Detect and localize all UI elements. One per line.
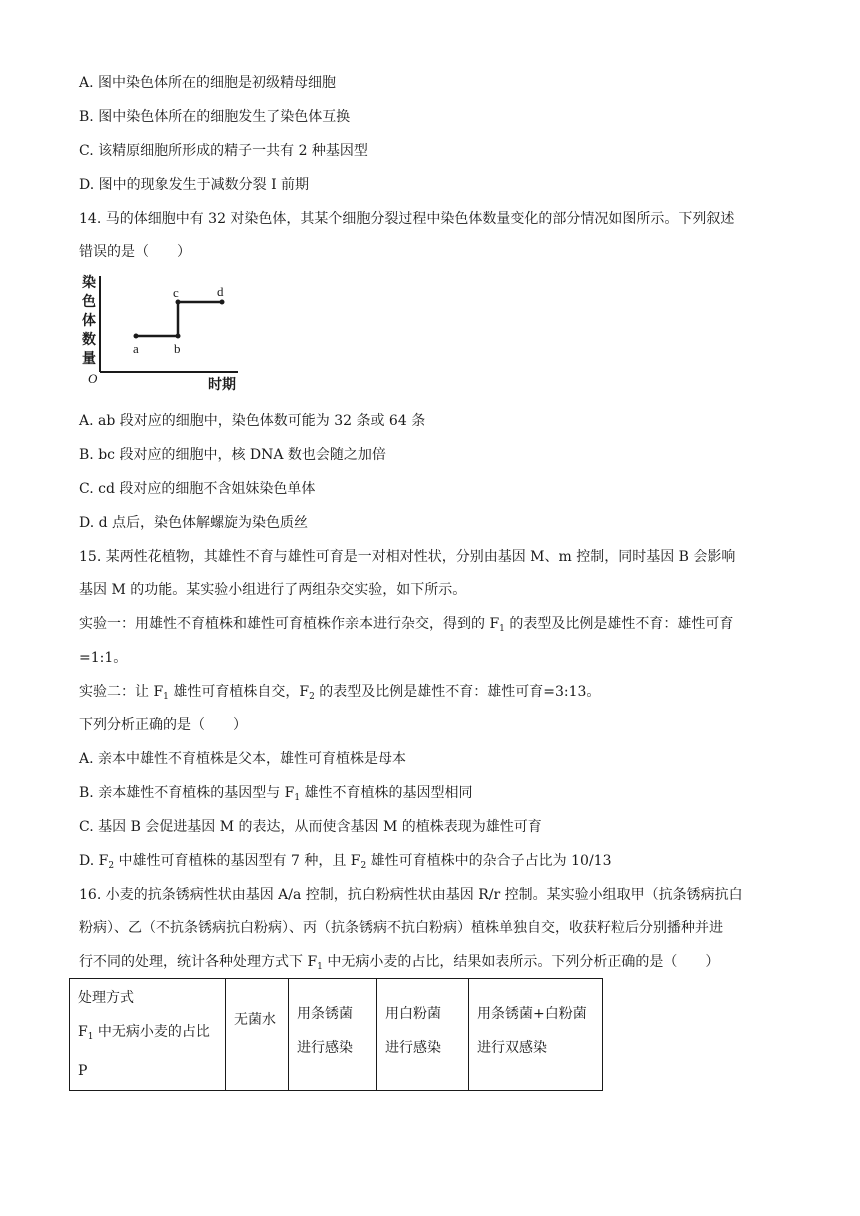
graph-step-line (136, 302, 222, 336)
graph-point-b (176, 334, 181, 339)
table-col-double-infection: 用条锈菌+白粉菌 进行双感染 (469, 979, 603, 1091)
graph-label-b: b (174, 341, 181, 356)
q15-option-d: D. $F_2$ 中雄性可育植株的基因型有 7 种，且 $F_2$ 雄性可育植株中的杂合子占比为 10/13 (79, 853, 612, 871)
q14-option-b: B. bc 段对应的细胞中，核 DNA 数也会随之加倍 (79, 447, 386, 463)
graph-ylabel-char-1: 染 (82, 274, 96, 290)
q14-option-d: D. d 点后，染色体解螺旋为染色质丝 (79, 515, 309, 531)
graph-ylabel-char-5: 量 (82, 350, 96, 366)
q14-option-c: C. cd 段对应的细胞不含姐妹染色单体 (79, 481, 316, 497)
table-row (70, 979, 603, 1091)
graph-point-c (176, 300, 181, 305)
q14-stem-line2: 错误的是（ ） (79, 244, 191, 260)
graph-point-a (134, 334, 139, 339)
graph-ylabel-char-3: 体 (82, 312, 96, 328)
graph-label-c: c (173, 285, 179, 300)
q15-experiment1: 实验一：用雄性不育植株和雄性可育植株作亲本进行杂交，得到的 $F_1$ 的表型及比例是雄性不育：雄性可育 (79, 616, 734, 634)
q14-stem-line1: 14. 马的体细胞中有 32 对染色体，其某个细胞分裂过程中染色体数量变化的部分情况如图所示。下列叙述 (79, 211, 735, 227)
q15-option-c: C. 基因 B 会促进基因 M 的表达，从而使含基因 M 的植株表现为雄性可育 (79, 819, 542, 835)
table-col-sterile-water: 无菌水 (226, 979, 289, 1091)
chromosome-count-graph (78, 270, 248, 398)
table-col-powdery-mildew: 用白粉菌 进行感染 (377, 979, 469, 1091)
table-header-cell: 处理方式 $F_1$ 中无病小麦的占比 P (70, 979, 226, 1091)
q16-stem-line2: 粉病）、乙（不抗条锈病抗白粉病）、丙（抗条锈病不抗白粉病）植株单独自交，收获籽粒后分别播种并进 (79, 920, 723, 936)
q16-stem-line3: 行不同的处理，统计各种处理方式下 $F_1$ 中无病小麦的占比，结果如表所示。下列分析正确的是（ ） (79, 954, 720, 972)
graph-ylabel-char-2: 色 (82, 293, 96, 309)
q16-result-table (69, 978, 603, 1091)
q13-option-d: D. 图中的现象发生于减数分裂 I 前期 (79, 177, 310, 193)
q13-option-b: B. 图中染色体所在的细胞发生了染色体互换 (79, 109, 351, 125)
graph-ylabel-char-4: 数 (82, 331, 96, 347)
q13-option-a: A. 图中染色体所在的细胞是初级精母细胞 (79, 75, 337, 91)
q16-stem-line1: 16. 小麦的抗条锈病性状由基因 A/a 控制，抗白粉病性状由基因 R/r 控制。某实验小组取甲（抗条锈病抗白 (79, 887, 743, 903)
table-col-stripe-rust: 用条锈菌 进行感染 (289, 979, 377, 1091)
q15-stem-line1: 15. 某两性花植物，其雄性不育与雄性可育是一对相对性状，分别由基因 M、m 控制，同时基因 B 会影响 (79, 549, 736, 565)
graph-point-d (220, 300, 225, 305)
q13-option-c: C. 该精原细胞所形成的精子一共有 2 种基因型 (79, 143, 368, 159)
graph-xlabel: 时期 (208, 376, 236, 392)
q14-option-a: A. ab 段对应的细胞中，染色体数可能为 32 条或 64 条 (79, 413, 426, 429)
q15-ask: 下列分析正确的是（ ） (79, 717, 247, 733)
q15-experiment2: 实验二：让 $F_1$ 雄性可育植株自交，$F_2$ 的表型及比例是雄性不育：雄性可育=3:13。 (79, 684, 601, 702)
graph-label-a: a (133, 341, 139, 356)
q15-stem-line2: 基因 M 的功能。某实验小组进行了两组杂交实验，如下所示。 (79, 582, 467, 598)
q15-option-b: B. 亲本雄性不育植株的基因型与 $F_1$ 雄性不育植株的基因型相同 (79, 785, 473, 803)
graph-origin: O (88, 371, 98, 386)
q15-option-a: A. 亲本中雄性不育植株是父本，雄性可育植株是母本 (79, 751, 407, 767)
q15-experiment1-ratio: =1:1。 (79, 650, 128, 666)
graph-label-d: d (217, 284, 224, 299)
